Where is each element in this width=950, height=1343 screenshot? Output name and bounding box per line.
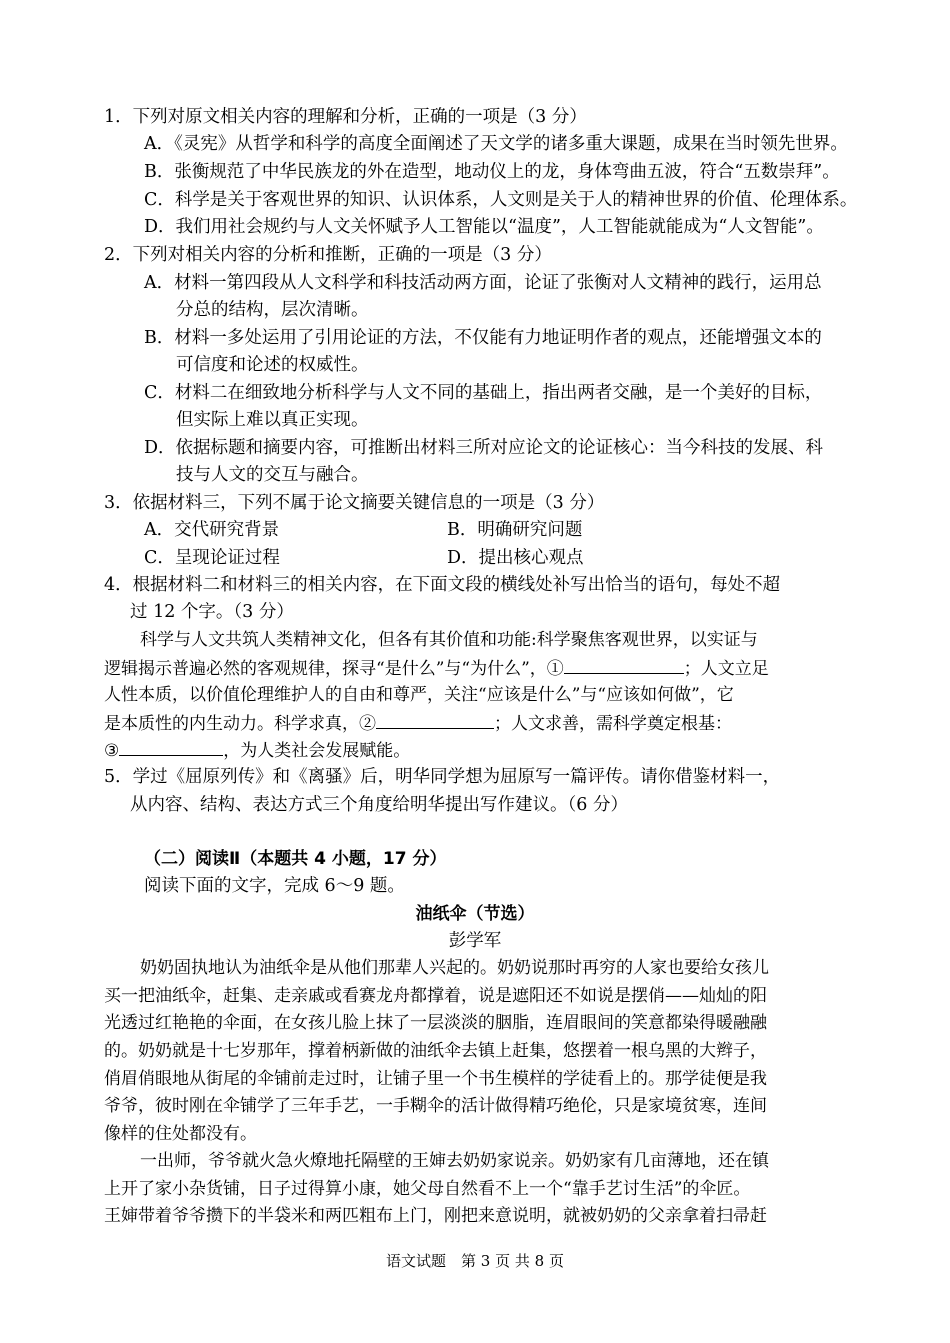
q4-passage-line1: 科学与人文共筑人类精神文化，但各有其价值和功能:科学聚焦客观世界，以实证与 (140, 630, 758, 650)
passage-line: 奶奶固执地认为油纸伞是从他们那辈人兴起的。奶奶说那时再穷的人家也要给女孩儿 (140, 958, 769, 978)
q2-stem: 2．下列对相关内容的分析和推断，正确的一项是（3 分） (104, 245, 552, 265)
q2-option-d-line2: 技与人文的交互与融合。 (176, 465, 369, 485)
q2-option-a-line1: A．材料一第四段从人文科学和科技活动两方面，论证了张衡对人文精神的践行，运用总 (144, 273, 822, 293)
q5-stem-line2: 从内容、结构、表达方式三个角度给明华提出写作建议。（6 分） (130, 795, 628, 815)
q3-option-b: B．明确研究问题 (447, 520, 583, 540)
passage-line: 买一把油纸伞，赶集、走亲戚或看赛龙舟都撑着，说是遮阳还不如说是摆俏——灿灿的阳 (104, 986, 767, 1006)
q2-option-c-line2: 但实际上难以真正实现。 (176, 410, 369, 430)
passage-line: 王婶带着爷爷攒下的半袋米和两匹粗布上门，刚把来意说明，就被奶奶的父亲拿着扫帚赶 (104, 1206, 767, 1226)
passage-author: 彭学军 (448, 931, 502, 951)
q3-stem: 3．依据材料三，下列不属于论文摘要关键信息的一项是（3 分） (104, 493, 605, 513)
answer-blank-1[interactable] (564, 655, 684, 674)
q1-option-c: C．科学是关于客观世界的知识、认识体系，人文则是关于人的精神世界的价值、伦理体系。 (144, 190, 858, 210)
passage-line: 的。奶奶就是十七岁那年，撑着柄新做的油纸伞去镇上赶集，悠摆着一根乌黑的大辫子， (104, 1041, 767, 1061)
q5-stem-line1: 5．学过《屈原列传》和《离骚》后，明华同学想为屈原写一篇评传。请你借鉴材料一， (104, 767, 781, 787)
q2-option-b-line1: B．材料一多处运用了引用论证的方法，不仅能有力地证明作者的观点，还能增强文本的 (144, 328, 822, 348)
q2-option-a-line2: 分总的结构，层次清晰。 (176, 300, 369, 320)
q4-passage-line5 (104, 737, 410, 764)
q3-option-d: D．提出核心观点 (447, 548, 584, 568)
q2-option-c-line1: C．材料二在细致地分析科学与人文不同的基础上，指出两者交融，是一个美好的目标， (144, 383, 823, 403)
passage-line: 上开了家小杂货铺，日子过得算小康，她父母自然看不上一个“靠手艺讨生活”的伞匠。 (104, 1179, 751, 1199)
q4-passage-line2-text: 逻辑揭示普遍必然的客观规律，探寻“是什么”与“为什么”，① (104, 659, 564, 679)
q4-passage-line2 (104, 655, 769, 682)
page-footer: 语文试题 第 3 页 共 8 页 (386, 1252, 564, 1270)
q4-passage-line2-tail: ；人文立足 (683, 659, 769, 679)
answer-blank-2[interactable] (376, 710, 494, 729)
passage-line: 光透过红艳艳的伞面，在女孩儿脸上抹了一层淡淡的胭脂，连眉眼间的笑意都染得暖融融 (104, 1013, 767, 1033)
q1-option-d: D．我们用社会规约与人文关怀赋予人工智能以“温度”，人工智能就能成为“人文智能”。 (144, 217, 824, 237)
q1-option-a: A．《灵宪》从哲学和科学的高度全面阐述了天文学的诸多重大课题，成果在当时领先世界。 (144, 134, 848, 154)
q3-option-c: C．呈现论证过程 (144, 548, 280, 568)
passage-line: 一出师，爷爷就火急火燎地托隔壁的王婶去奶奶家说亲。奶奶家有几亩薄地，还在镇 (140, 1151, 769, 1171)
section2-instruction: 阅读下面的文字，完成 6～9 题。 (144, 876, 405, 896)
q4-passage-line3: 人性本质，以价值伦理维护人的自由和尊严，关注“应该是什么”与“应该如何做”，它 (104, 685, 734, 705)
q4-stem-line2: 过 12 个字。（3 分） (130, 602, 294, 622)
passage-line: 像样的住处都没有。 (104, 1124, 257, 1144)
passage-line: 爷爷，彼时刚在伞铺学了三年手艺，一手糊伞的活计做得精巧绝伦，只是家境贫寒，连间 (104, 1096, 767, 1116)
answer-blank-3[interactable] (119, 737, 223, 756)
section2-heading: （二）阅读Ⅱ（本题共 4 小题，17 分） (144, 849, 447, 869)
passage-line: 俏眉俏眼地从街尾的伞铺前走过时，让铺子里一个书生模样的学徒看上的。那学徒便是我 (104, 1069, 767, 1089)
q3-option-a: A．交代研究背景 (144, 520, 280, 540)
q1-option-b: B．张衡规范了中华民族龙的外在造型，地动仪上的龙，身体弯曲五波，符合“五数崇拜”。 (144, 162, 840, 182)
q4-stem-line1: 4．根据材料二和材料三的相关内容，在下面文段的横线处补写出恰当的语句，每处不超 (104, 575, 781, 595)
q4-passage-line4-tail: ；人文求善，需科学奠定根基： (494, 714, 732, 734)
q2-option-d-line1: D．依据标题和摘要内容，可推断出材料三所对应论文的论证核心：当今科技的发展、科 (144, 438, 824, 458)
q4-passage-line4-text: 是本质性的内生动力。科学求真，② (104, 714, 376, 734)
q4-passage-line4 (104, 710, 732, 737)
q1-stem: 1．下列对原文相关内容的理解和分析，正确的一项是（3 分） (104, 107, 587, 127)
q2-option-b-line2: 可信度和论述的权威性。 (176, 355, 369, 375)
passage-title: 油纸伞（节选） (415, 904, 535, 924)
q4-passage-line5-marker: ③ (104, 741, 120, 761)
q4-passage-line5-tail: ，为人类社会发展赋能。 (223, 741, 411, 761)
